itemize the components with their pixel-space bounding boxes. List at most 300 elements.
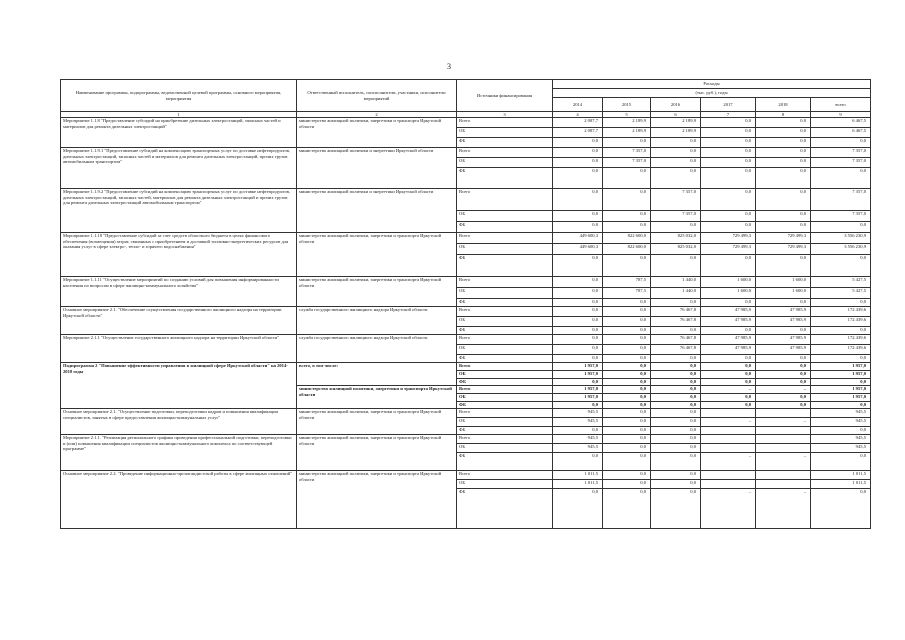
source-cell: ФБ: [457, 327, 553, 335]
value-cell: [756, 435, 811, 444]
value-cell: 1 440,0: [651, 288, 701, 299]
value-cell: 0,0: [811, 255, 871, 277]
value-cell: 0,0: [603, 168, 651, 189]
value-cell: 0,0: [603, 427, 651, 435]
value-cell: 0,0: [553, 277, 603, 288]
value-cell: 0,0: [553, 211, 603, 222]
source-cell: Всего: [457, 307, 553, 317]
value-cell: 0,0: [701, 189, 756, 211]
source-cell: ОБ: [457, 288, 553, 299]
value-cell: 47 985,9: [756, 307, 811, 317]
value-cell: 449 600,3: [553, 233, 603, 244]
table-row: [61, 409, 871, 418]
value-cell: [701, 435, 756, 444]
value-cell: 945,5: [553, 418, 603, 427]
source-cell: Всего: [457, 189, 553, 211]
header-total: всего: [811, 98, 871, 112]
value-cell: 0,0: [603, 299, 651, 307]
value-cell: 0,0: [603, 345, 651, 355]
source-cell: ОБ: [457, 371, 553, 379]
value-cell: 0,0: [701, 168, 756, 189]
value-cell: 172 439,6: [811, 335, 871, 345]
value-cell: 7 357,0: [651, 189, 701, 211]
value-cell: 0,0: [603, 355, 651, 363]
value-cell: 1 957,0: [811, 363, 871, 371]
value-cell: 0,0: [701, 255, 756, 277]
value-cell: 1 600,0: [756, 277, 811, 288]
program-name-cell: Мероприятие 1.1.9.2 "Предоставление субсидий на компенсацию транспортных услуг по доставке нефтепродуктов, дизельных электростанций, запасных частей, материалов для ремонта дизельных электростанций и прочих грузов для ремонта дизельных электростанций автомобильным транспортом": [61, 189, 297, 233]
column-number: 4: [553, 112, 603, 118]
value-cell: 0,0: [651, 168, 701, 189]
value-cell: 172 439,6: [811, 307, 871, 317]
source-cell: Всего: [457, 435, 553, 444]
value-cell: 7 357,0: [811, 158, 871, 168]
program-name-cell: Основное мероприятие 2.2. "Проведение информационно-пропагандистской работы в сфере жилищных отношений": [61, 471, 297, 529]
value-cell: 1 957,0: [811, 386, 871, 394]
source-cell: ФБ: [457, 255, 553, 277]
value-cell: 0,0: [756, 379, 811, 386]
value-cell: [756, 409, 811, 418]
value-cell: 0,0: [701, 138, 756, 148]
value-cell: 76 467,8: [651, 317, 701, 327]
value-cell: 0,0: [553, 148, 603, 158]
value-cell: 0,0: [756, 355, 811, 363]
value-cell: 945,5: [553, 444, 603, 453]
source-cell: ОБ: [457, 211, 553, 222]
value-cell: 0,0: [651, 480, 701, 489]
value-cell: 945,5: [811, 444, 871, 453]
source-cell: Всего: [457, 335, 553, 345]
header-source: Источники финансирования: [457, 80, 553, 112]
value-cell: 0,0: [603, 489, 651, 529]
value-cell: 0,0: [553, 307, 603, 317]
value-cell: 0,0: [756, 327, 811, 335]
value-cell: 47 985,9: [701, 307, 756, 317]
value-cell: 1 957,0: [811, 394, 871, 402]
value-cell: 2 087,7: [553, 118, 603, 128]
value-cell: 0,0: [701, 327, 756, 335]
value-cell: 0,0: [553, 355, 603, 363]
value-cell: 0,0: [701, 363, 756, 371]
program-name-cell: Мероприятие 1.1.10 "Предоставление субсидий за счет средств областного бюджета в целях финансового обеспечения (возмещения) затрат, связанных с приобретением и доставкой топливно-энергетических ресурсов для оказания услуг в сфере электро-, тепло- и горячего водоснабжения": [61, 233, 297, 277]
program-name-cell: Мероприятие 1.1.11 "Осуществление мероприятий по созданию условий для повышения информированности населения по вопросам в сфере жилищно-коммунального хозяйства": [61, 277, 297, 307]
value-cell: 0,0: [553, 288, 603, 299]
value-cell: 0,0: [811, 427, 871, 435]
value-cell: 822 600,0: [603, 244, 651, 255]
source-cell: ОБ: [457, 394, 553, 402]
table-row: [61, 307, 871, 317]
value-cell: 7 357,0: [651, 211, 701, 222]
value-cell: –: [701, 489, 756, 529]
value-cell: 0,0: [701, 379, 756, 386]
value-cell: 1 957,0: [553, 371, 603, 379]
value-cell: 0,0: [553, 189, 603, 211]
value-cell: 0,0: [603, 255, 651, 277]
value-cell: 0,0: [756, 168, 811, 189]
value-cell: 2 189,9: [651, 118, 701, 128]
value-cell: 0,0: [603, 453, 651, 471]
value-cell: 729 499,3: [756, 244, 811, 255]
value-cell: [701, 409, 756, 418]
page-number: 3: [447, 62, 451, 71]
value-cell: 0,0: [651, 418, 701, 427]
value-cell: 0,0: [756, 148, 811, 158]
table-row: [61, 335, 871, 345]
value-cell: 0,0: [651, 471, 701, 480]
value-cell: 0,0: [651, 222, 701, 233]
header-executor: Ответственный исполнитель, соисполнители, участники, исполнители мероприятий: [297, 80, 457, 112]
value-cell: 0,0: [603, 189, 651, 211]
value-cell: 0,0: [553, 299, 603, 307]
source-cell: ОБ: [457, 128, 553, 138]
value-cell: 0,0: [756, 255, 811, 277]
value-cell: 729 499,3: [701, 233, 756, 244]
value-cell: 0,0: [651, 363, 701, 371]
source-cell: ФБ: [457, 402, 553, 409]
value-cell: 0,0: [651, 355, 701, 363]
value-cell: 0,0: [756, 128, 811, 138]
value-cell: 825 032,0: [651, 233, 701, 244]
header-year: 2014: [553, 98, 603, 112]
value-cell: 0,0: [756, 402, 811, 409]
value-cell: [756, 471, 811, 480]
header-expenses: Расходы: [553, 80, 871, 89]
value-cell: 1 440,0: [651, 277, 701, 288]
executor-cell: министерство жилищной политики и энергетики Иркутской области: [297, 189, 457, 233]
value-cell: –: [756, 453, 811, 471]
value-cell: [701, 427, 756, 435]
value-cell: 0,0: [701, 158, 756, 168]
value-cell: 0,0: [651, 489, 701, 529]
value-cell: 1 011,5: [811, 480, 871, 489]
value-cell: 0,0: [811, 453, 871, 471]
value-cell: 0,0: [603, 222, 651, 233]
value-cell: –: [756, 386, 811, 394]
source-cell: ОБ: [457, 244, 553, 255]
value-cell: 0,0: [811, 138, 871, 148]
value-cell: 47 985,9: [701, 317, 756, 327]
table-row: [61, 118, 871, 128]
value-cell: 7 357,0: [811, 211, 871, 222]
value-cell: 1 957,0: [553, 363, 603, 371]
value-cell: 0,0: [603, 379, 651, 386]
source-cell: ФБ: [457, 427, 553, 435]
program-name-cell: Мероприятие 1.1.9.1 "Предоставление субсидий на компенсацию транспортных услуг по доставке нефтепродуктов, дизельных электростанций, запасных частей и материалов для ремонта дизельных электростанций, прочих грузов автомобильным транспортом": [61, 148, 297, 189]
header-year: 2017: [701, 98, 756, 112]
value-cell: –: [756, 418, 811, 427]
value-cell: 945,5: [811, 409, 871, 418]
value-cell: 2 189,9: [651, 128, 701, 138]
value-cell: 0,0: [701, 211, 756, 222]
value-cell: –: [701, 453, 756, 471]
source-cell: ФБ: [457, 138, 553, 148]
value-cell: 0,0: [811, 327, 871, 335]
value-cell: 0,0: [603, 444, 651, 453]
value-cell: 0,0: [701, 355, 756, 363]
value-cell: 0,0: [651, 402, 701, 409]
value-cell: 1 957,0: [553, 386, 603, 394]
value-cell: 1 011,5: [553, 471, 603, 480]
value-cell: 0,0: [651, 148, 701, 158]
value-cell: 7 357,0: [811, 189, 871, 211]
header-name: Наименование программы, подпрограммы, ведомственной целевой программы, основного мероприятия, мероприятия: [61, 80, 297, 112]
value-cell: 0,0: [756, 363, 811, 371]
value-cell: 7 357,0: [603, 148, 651, 158]
value-cell: 0,0: [651, 138, 701, 148]
value-cell: –: [701, 418, 756, 427]
table-row: [61, 435, 871, 444]
value-cell: 0,0: [701, 371, 756, 379]
value-cell: 6 467,5: [811, 128, 871, 138]
source-cell: Всего: [457, 363, 553, 371]
value-cell: 1 600,0: [756, 288, 811, 299]
executor-cell: служба государственного жилищного надзора Иркутской области: [297, 307, 457, 335]
value-cell: 0,0: [603, 138, 651, 148]
value-cell: [701, 444, 756, 453]
value-cell: 0,0: [553, 345, 603, 355]
value-cell: 0,0: [553, 255, 603, 277]
executor-cell: министерство жилищной политики, энергетики и транспорта Иркутской области: [297, 409, 457, 435]
value-cell: 449 600,3: [553, 244, 603, 255]
value-cell: 0,0: [603, 386, 651, 394]
executor-cell: министерство жилищной политики, энергетики и транспорта Иркутской области: [297, 233, 457, 277]
value-cell: 729 499,3: [701, 244, 756, 255]
value-cell: 0,0: [651, 435, 701, 444]
program-name-cell: Мероприятие 2.1.1 "Осуществление государственного жилищного надзора на территории Иркутской области": [61, 335, 297, 363]
value-cell: 0,0: [651, 379, 701, 386]
value-cell: 0,0: [756, 222, 811, 233]
value-cell: [756, 480, 811, 489]
value-cell: 0,0: [553, 158, 603, 168]
value-cell: 0,0: [603, 371, 651, 379]
source-cell: Всего: [457, 148, 553, 158]
program-name-cell: Мероприятие 1.1.8 "Предоставление субсидий на приобретение дизельных электростанций, запасных частей и материалов для ремонта дизельных электростанций": [61, 118, 297, 148]
value-cell: 47 985,9: [701, 345, 756, 355]
column-number: 1: [61, 112, 297, 118]
value-cell: 0,0: [651, 158, 701, 168]
expenses-table: [60, 79, 871, 529]
value-cell: 0,0: [603, 480, 651, 489]
table-row: [61, 233, 871, 244]
executor-cell: министерство жилищной политики, энергетики и транспорта Иркутской области: [297, 386, 457, 409]
table-row: [61, 148, 871, 158]
value-cell: 0,0: [651, 255, 701, 277]
value-cell: 0,0: [603, 418, 651, 427]
table-row: [61, 277, 871, 288]
source-cell: ОБ: [457, 444, 553, 453]
value-cell: 0,0: [756, 158, 811, 168]
value-cell: 0,0: [553, 317, 603, 327]
column-number: 5: [603, 112, 651, 118]
header-year: 2016: [651, 98, 701, 112]
value-cell: 0,0: [603, 335, 651, 345]
value-cell: 0,0: [651, 453, 701, 471]
header-year: 2018: [756, 98, 811, 112]
source-cell: Всего: [457, 409, 553, 418]
table-row: [61, 189, 871, 211]
source-cell: ФБ: [457, 489, 553, 529]
value-cell: 47 985,9: [756, 317, 811, 327]
value-cell: 3 556 230,9: [811, 244, 871, 255]
value-cell: 0,0: [651, 386, 701, 394]
value-cell: 7 357,0: [811, 148, 871, 158]
executor-cell: министерство жилищной политики, энергетики и транспорта Иркутской области: [297, 118, 457, 148]
value-cell: 0,0: [811, 402, 871, 409]
value-cell: 0,0: [701, 299, 756, 307]
value-cell: 0,0: [603, 327, 651, 335]
source-cell: ФБ: [457, 355, 553, 363]
value-cell: 2 087,7: [553, 128, 603, 138]
source-cell: Всего: [457, 277, 553, 288]
column-number: 2: [297, 112, 457, 118]
value-cell: 729 499,3: [756, 233, 811, 244]
value-cell: 0,0: [553, 222, 603, 233]
value-cell: 0,0: [756, 394, 811, 402]
program-name-cell: Мероприятие 2.1.1. "Реализация регионального графика проведения профессиональной подготовки, переподготовки и (или) повышения квалификации специалистов жилищно-коммунального комплекса по соответствующей программе": [61, 435, 297, 471]
value-cell: 76 467,8: [651, 307, 701, 317]
value-cell: 47 985,9: [701, 335, 756, 345]
value-cell: 787,5: [603, 277, 651, 288]
value-cell: [756, 444, 811, 453]
value-cell: 1 957,0: [553, 394, 603, 402]
value-cell: 47 985,9: [756, 335, 811, 345]
value-cell: 0,0: [811, 489, 871, 529]
value-cell: 0,0: [603, 363, 651, 371]
source-cell: ФБ: [457, 168, 553, 189]
subprogram-name-cell: Подпрограмма 2 "Повышение эффективности управления в жилищной сфере Иркутской области" на 2014-2018 годы: [61, 363, 297, 409]
value-cell: 5 427,5: [811, 288, 871, 299]
value-cell: 0,0: [756, 189, 811, 211]
value-cell: 76 467,8: [651, 335, 701, 345]
value-cell: 0,0: [701, 402, 756, 409]
value-cell: 0,0: [603, 307, 651, 317]
value-cell: 945,5: [811, 435, 871, 444]
table-row: [61, 471, 871, 480]
value-cell: 0,0: [651, 299, 701, 307]
value-cell: 0,0: [811, 222, 871, 233]
executor-cell: министерство жилищной политики, энергетики и транспорта Иркутской области: [297, 435, 457, 471]
source-cell: Всего: [457, 471, 553, 480]
value-cell: –: [701, 386, 756, 394]
value-cell: 0,0: [553, 327, 603, 335]
executor-cell: служба государственного жилищного надзора Иркутской области: [297, 335, 457, 363]
value-cell: 2 189,9: [603, 118, 651, 128]
value-cell: 0,0: [756, 211, 811, 222]
source-cell: ОБ: [457, 317, 553, 327]
value-cell: 0,0: [756, 138, 811, 148]
value-cell: 47 985,9: [756, 345, 811, 355]
column-number: 6: [651, 112, 701, 118]
value-cell: 0,0: [603, 435, 651, 444]
column-number: 7: [701, 112, 756, 118]
table-row: [61, 363, 871, 371]
value-cell: 0,0: [553, 138, 603, 148]
value-cell: 0,0: [756, 299, 811, 307]
value-cell: 3 556 230,9: [811, 233, 871, 244]
value-cell: 172 439,6: [811, 345, 871, 355]
column-number: 3: [457, 112, 553, 118]
source-cell: Всего: [457, 118, 553, 128]
value-cell: 0,0: [651, 409, 701, 418]
value-cell: 0,0: [651, 327, 701, 335]
value-cell: 0,0: [756, 118, 811, 128]
value-cell: 945,5: [553, 409, 603, 418]
value-cell: 0,0: [701, 394, 756, 402]
value-cell: 0,0: [701, 148, 756, 158]
value-cell: 0,0: [553, 335, 603, 345]
column-number: 9: [811, 112, 871, 118]
value-cell: 172 439,6: [811, 317, 871, 327]
source-cell: ФБ: [457, 299, 553, 307]
source-cell: Всего: [457, 233, 553, 244]
value-cell: 0,0: [553, 453, 603, 471]
value-cell: 0,0: [603, 402, 651, 409]
value-cell: 0,0: [651, 444, 701, 453]
source-cell: ОБ: [457, 345, 553, 355]
value-cell: 1 011,5: [811, 471, 871, 480]
value-cell: 0,0: [701, 128, 756, 138]
source-cell: Всего: [457, 386, 553, 394]
value-cell: 0,0: [603, 317, 651, 327]
value-cell: 0,0: [553, 168, 603, 189]
value-cell: 7 357,0: [603, 158, 651, 168]
value-cell: 0,0: [651, 394, 701, 402]
value-cell: 5 427,5: [811, 277, 871, 288]
value-cell: 1 600,0: [701, 288, 756, 299]
value-cell: 0,0: [553, 402, 603, 409]
value-cell: 0,0: [553, 489, 603, 529]
value-cell: 0,0: [603, 471, 651, 480]
source-cell: ФБ: [457, 379, 553, 386]
program-name-cell: Основное мероприятие 2.1. "Обеспечение осуществления государственного жилищного надзора на территории Иркутской области": [61, 307, 297, 335]
value-cell: 0,0: [701, 118, 756, 128]
value-cell: –: [756, 489, 811, 529]
value-cell: 0,0: [553, 379, 603, 386]
value-cell: 787,5: [603, 288, 651, 299]
value-cell: 2 189,9: [603, 128, 651, 138]
value-cell: 825 032,0: [651, 244, 701, 255]
value-cell: 0,0: [811, 168, 871, 189]
value-cell: 822 600,0: [603, 233, 651, 244]
value-cell: 0,0: [603, 394, 651, 402]
value-cell: 1 957,0: [811, 371, 871, 379]
value-cell: [756, 427, 811, 435]
program-name-cell: Основное мероприятие 2.1. "Осуществление подготовки, переподготовки кадров и повышения квалификации специалистов, занятых в сфере предоставления жилищно-коммунальных услуг": [61, 409, 297, 435]
executor-cell: министерство жилищной политики, энергетики и транспорта Иркутской области: [297, 277, 457, 307]
value-cell: 1 600,0: [701, 277, 756, 288]
executor-cell: министерство жилищной политики и энергетики Иркутской области: [297, 148, 457, 189]
header-year: 2015: [603, 98, 651, 112]
source-cell: ОБ: [457, 418, 553, 427]
value-cell: 6 467,5: [811, 118, 871, 128]
executor-cell: министерство жилищной политики, энергетики и транспорта Иркутской области: [297, 471, 457, 529]
value-cell: 945,5: [553, 435, 603, 444]
value-cell: 0,0: [603, 211, 651, 222]
source-cell: ФБ: [457, 453, 553, 471]
value-cell: 76 467,8: [651, 345, 701, 355]
value-cell: 0,0: [603, 409, 651, 418]
value-cell: 0,0: [756, 371, 811, 379]
value-cell: 0,0: [811, 299, 871, 307]
value-cell: [701, 471, 756, 480]
value-cell: 1 011,5: [553, 480, 603, 489]
value-cell: 0,0: [553, 427, 603, 435]
value-cell: 0,0: [811, 355, 871, 363]
column-number: 8: [756, 112, 811, 118]
value-cell: 0,0: [651, 371, 701, 379]
source-cell: ОБ: [457, 480, 553, 489]
source-cell: ФБ: [457, 222, 553, 233]
